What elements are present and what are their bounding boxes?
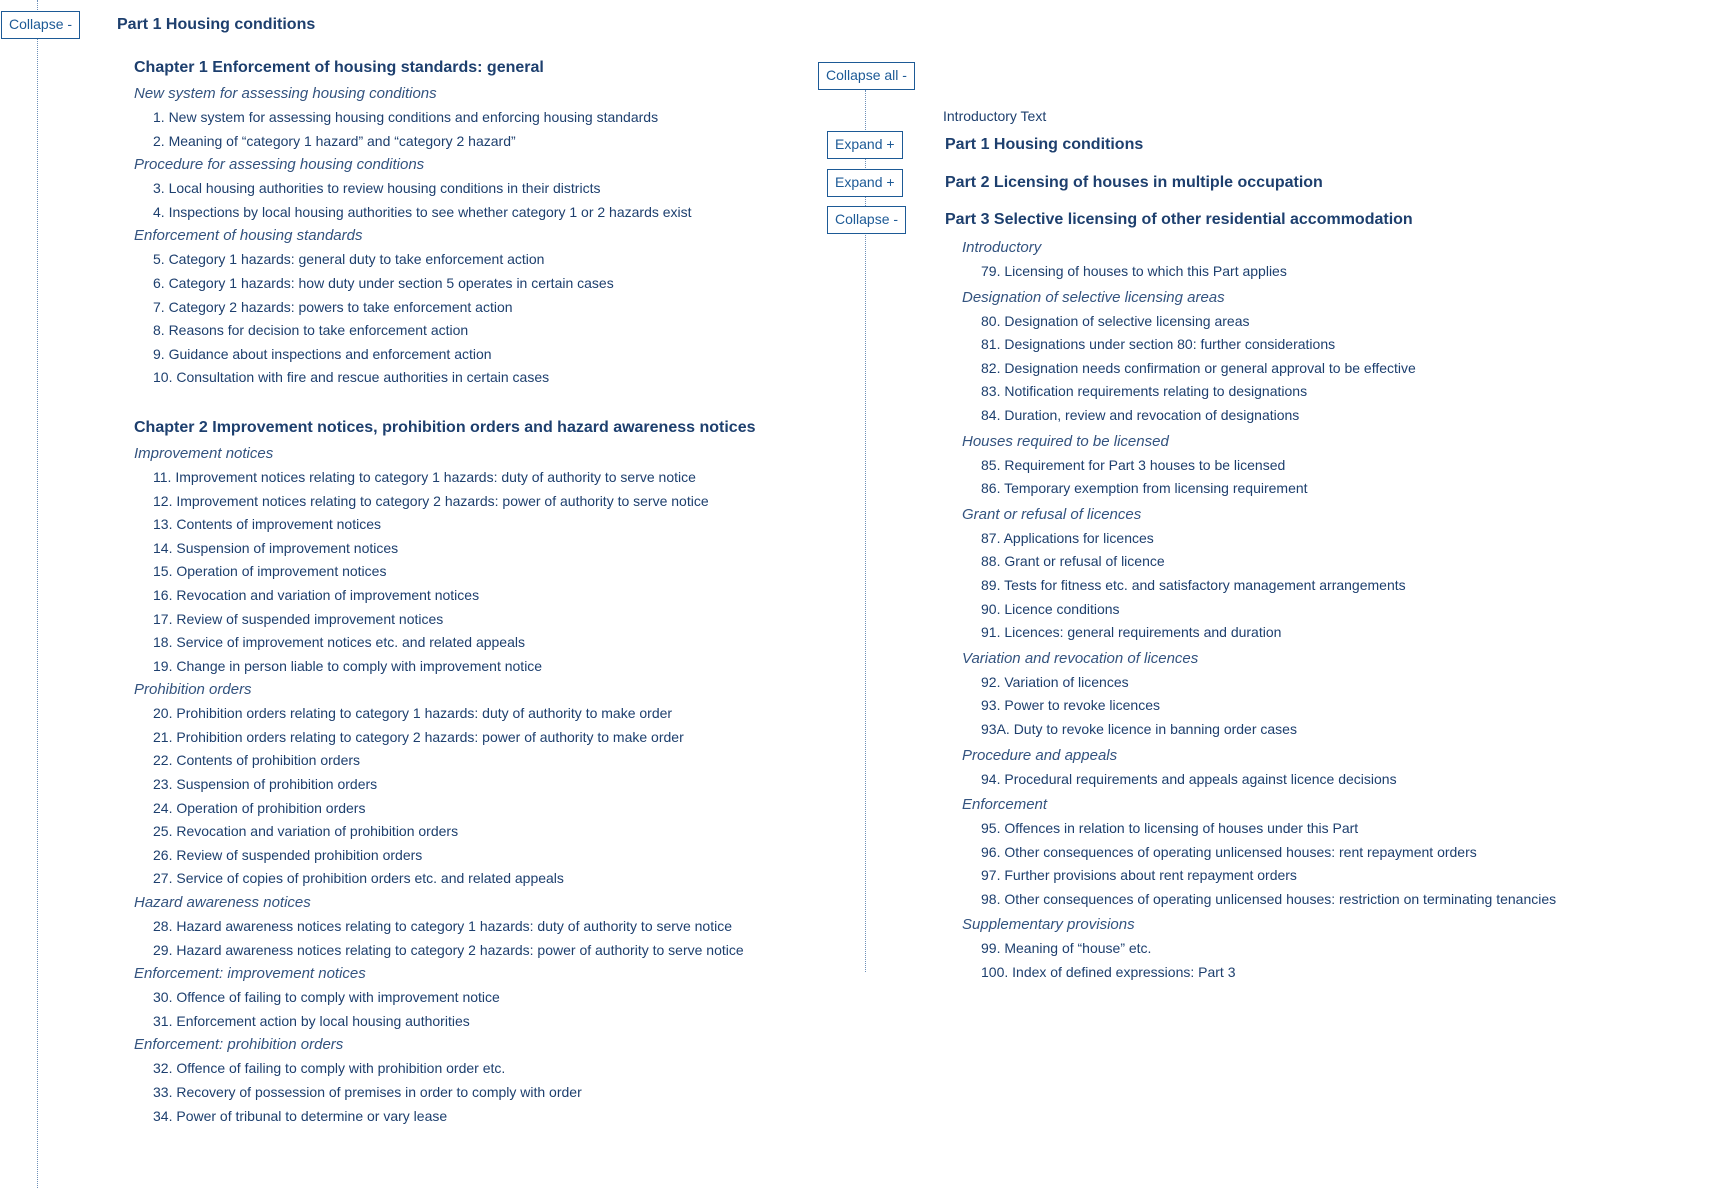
crossheading: Enforcement xyxy=(962,796,1048,814)
part-1-title[interactable]: Part 1 Housing conditions xyxy=(117,16,316,33)
section-link[interactable]: 91. Licences: general requirements and duration xyxy=(981,624,1282,641)
section-link[interactable]: 12. Improvement notices relating to category 2 hazards: power of authority to serve notice xyxy=(153,492,709,509)
crossheading: Grant or refusal of licences xyxy=(962,505,1142,523)
crossheading: Procedure and appeals xyxy=(962,746,1118,764)
crossheading: Houses required to be licensed xyxy=(962,432,1169,450)
part-1-contents xyxy=(134,54,755,1128)
section-link[interactable]: 11. Improvement notices relating to category 1 hazards: duty of authority to serve notice xyxy=(153,468,696,485)
section-link[interactable]: 82. Designation needs confirmation or general approval to be effective xyxy=(981,359,1416,376)
section-link[interactable]: 25. Revocation and variation of prohibition orders xyxy=(153,823,459,840)
section-link[interactable]: 29. Hazard awareness notices relating to category 2 hazards: power of authority to serve notice xyxy=(153,941,744,958)
section-link[interactable]: 96. Other consequences of operating unlicensed houses: rent repayment orders xyxy=(981,843,1477,860)
section-link[interactable]: 97. Further provisions about rent repayment orders xyxy=(981,867,1297,884)
section-link[interactable]: 3. Local housing authorities to review housing conditions in their districts xyxy=(153,180,601,197)
section-link[interactable]: 94. Procedural requirements and appeals against licence decisions xyxy=(981,770,1397,787)
crossheading: Designation of selective licensing areas xyxy=(962,288,1225,306)
section-link[interactable]: 1. New system for assessing housing conditions and enforcing housing standards xyxy=(153,109,659,125)
chapter-title[interactable]: Chapter 1 Enforcement of housing standards: general xyxy=(134,59,544,76)
section-link[interactable]: 24. Operation of prohibition orders xyxy=(153,799,366,816)
crossheading: Enforcement of housing standards xyxy=(134,227,363,245)
section-link[interactable]: 80. Designation of selective licensing areas xyxy=(981,312,1250,329)
introductory-text-link[interactable]: Introductory Text xyxy=(943,108,1047,124)
crossheading: Enforcement: improvement notices xyxy=(134,965,366,983)
section-link[interactable]: 27. Service of copies of prohibition orders etc. and related appeals xyxy=(153,870,564,887)
crossheading: Supplementary provisions xyxy=(962,916,1135,934)
crossheading: New system for assessing housing conditions xyxy=(134,85,437,102)
expand-part-1-button[interactable]: Expand + xyxy=(827,131,903,159)
section-link[interactable]: 26. Review of suspended prohibition orders xyxy=(153,846,423,863)
part-3-contents xyxy=(962,236,1556,985)
section-link[interactable]: 13. Contents of improvement notices xyxy=(153,516,382,533)
part-2-link[interactable]: Part 2 Licensing of houses in multiple occupation xyxy=(945,174,1323,191)
expand-part-2-button[interactable]: Expand + xyxy=(827,169,903,197)
section-link[interactable]: 79. Licensing of houses to which this Part applies xyxy=(981,263,1287,279)
section-link[interactable]: 10. Consultation with fire and rescue authorities in certain cases xyxy=(153,369,550,386)
section-link[interactable]: 31. Enforcement action by local housing authorities xyxy=(153,1012,470,1029)
crossheading: Prohibition orders xyxy=(134,681,252,699)
tree-connector-line xyxy=(37,0,38,1188)
section-link[interactable]: 86. Temporary exemption from licensing requirement xyxy=(981,480,1308,497)
section-link[interactable]: 8. Reasons for decision to take enforcement action xyxy=(153,322,469,339)
section-link[interactable]: 95. Offences in relation to licensing of houses under this Part xyxy=(981,820,1359,837)
crossheading: Procedure for assessing housing conditions xyxy=(134,156,425,174)
section-link[interactable]: 93A. Duty to revoke licence in banning order cases xyxy=(981,720,1297,737)
section-link[interactable]: 93. Power to revoke licences xyxy=(981,697,1160,714)
section-link[interactable]: 4. Inspections by local housing authorities to see whether category 1 or 2 hazards exist xyxy=(153,203,692,220)
section-link[interactable]: 7. Category 2 hazards: powers to take enforcement action xyxy=(153,298,513,315)
section-link[interactable]: 32. Offence of failing to comply with prohibition order etc. xyxy=(153,1060,506,1077)
section-link[interactable]: 21. Prohibition orders relating to category 2 hazards: power of authority to make order xyxy=(153,728,684,745)
section-link[interactable]: 88. Grant or refusal of licence xyxy=(981,553,1165,570)
section-link[interactable]: 33. Recovery of possession of premises in order to comply with order xyxy=(153,1084,582,1100)
section-link[interactable]: 18. Service of improvement notices etc. and related appeals xyxy=(153,634,525,651)
section-link[interactable]: 34. Power of tribunal to determine or vary lease xyxy=(153,1107,448,1124)
section-link[interactable]: 2. Meaning of “category 1 hazard” and “category 2 hazard” xyxy=(153,132,516,149)
section-link[interactable]: 22. Contents of prohibition orders xyxy=(153,752,361,769)
section-link[interactable]: 81. Designations under section 80: further considerations xyxy=(981,336,1336,353)
part-1-link[interactable]: Part 1 Housing conditions xyxy=(945,136,1144,153)
section-link[interactable]: 23. Suspension of prohibition orders xyxy=(153,776,378,793)
crossheading: Variation and revocation of licences xyxy=(962,649,1199,667)
section-link[interactable]: 6. Category 1 hazards: how duty under section 5 operates in certain cases xyxy=(153,274,614,291)
crossheading: Introductory xyxy=(962,239,1042,256)
collapse-all-button[interactable]: Collapse all - xyxy=(818,62,915,90)
section-link[interactable]: 99. Meaning of “house” etc. xyxy=(981,940,1152,957)
section-link[interactable]: 100. Index of defined expressions: Part 3 xyxy=(981,964,1236,981)
chapter-title[interactable]: Chapter 2 Improvement notices, prohibition orders and hazard awareness notices xyxy=(134,418,756,436)
section-link[interactable]: 9. Guidance about inspections and enforcement action xyxy=(153,345,492,362)
section-link[interactable]: 16. Revocation and variation of improvement notices xyxy=(153,586,480,603)
crossheading: Enforcement: prohibition orders xyxy=(134,1036,344,1054)
section-link[interactable]: 98. Other consequences of operating unlicensed houses: restriction on terminating tenancies xyxy=(981,890,1557,907)
section-link[interactable]: 89. Tests for fitness etc. and satisfactory management arrangements xyxy=(981,576,1406,593)
collapse-part-1-button[interactable]: Collapse - xyxy=(1,11,80,39)
section-link[interactable]: 17. Review of suspended improvement notices xyxy=(153,610,444,627)
section-link[interactable]: 83. Notification requirements relating to designations xyxy=(981,383,1308,400)
section-link[interactable]: 85. Requirement for Part 3 houses to be licensed xyxy=(981,456,1286,473)
section-link[interactable]: 20. Prohibition orders relating to category 1 hazards: duty of authority to make order xyxy=(153,705,673,722)
section-link[interactable]: 14. Suspension of improvement notices xyxy=(153,539,399,556)
section-link[interactable]: 19. Change in person liable to comply with improvement notice xyxy=(153,657,543,674)
crossheading: Hazard awareness notices xyxy=(134,894,311,912)
section-link[interactable]: 5. Category 1 hazards: general duty to take enforcement action xyxy=(153,251,545,268)
section-link[interactable]: 90. Licence conditions xyxy=(981,600,1120,617)
section-link[interactable]: 84. Duration, review and revocation of designations xyxy=(981,406,1300,423)
chapter-spacer xyxy=(134,390,755,414)
part-3-link[interactable]: Part 3 Selective licensing of other residential accommodation xyxy=(945,211,1413,228)
section-link[interactable]: 28. Hazard awareness notices relating to category 1 hazards: duty of authority to serve notice xyxy=(153,918,732,935)
section-link[interactable]: 30. Offence of failing to comply with improvement notice xyxy=(153,989,500,1006)
section-link[interactable]: 15. Operation of improvement notices xyxy=(153,563,387,580)
section-link[interactable]: 92. Variation of licences xyxy=(981,673,1129,690)
section-link[interactable]: 87. Applications for licences xyxy=(981,529,1154,546)
crossheading: Improvement notices xyxy=(134,444,274,462)
collapse-part-3-button[interactable]: Collapse - xyxy=(827,206,906,234)
